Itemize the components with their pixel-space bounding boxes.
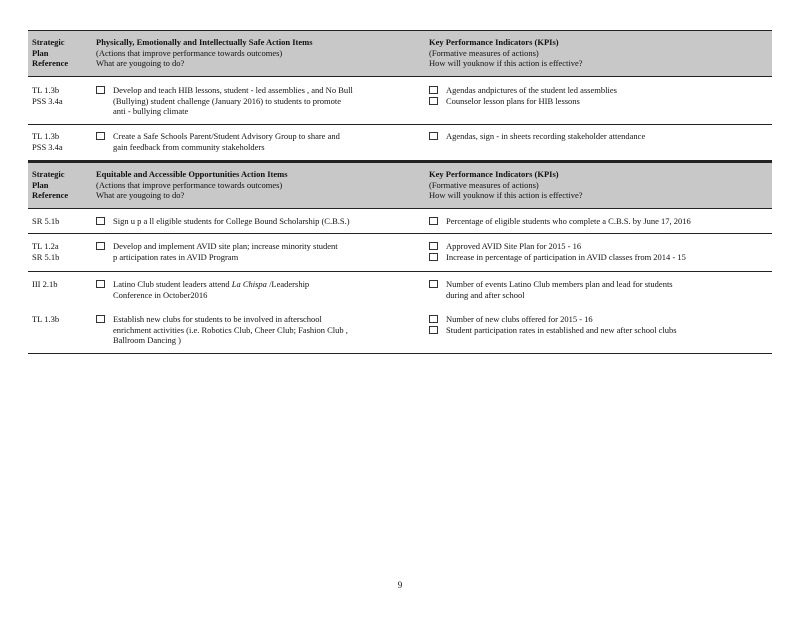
action-title: Physically, Emotionally and Intellectually Safe Action Items [96, 37, 313, 47]
bullet-box-icon [429, 217, 438, 225]
action-header: Physically, Emotionally and Intellectually Safe Action Items (Actions that improve performance towards outcomes) What are yougoing to do? [92, 31, 429, 76]
ref-cell: III 2.1b [32, 279, 58, 289]
action-plan-table [28, 30, 772, 354]
kpi-cell: Number of events Latino Club members plan and lead for students during and after school [429, 272, 772, 308]
bullet-box-icon [96, 132, 105, 140]
kpi-header: Key Performance Indicators (KPIs) (Formative measures of actions) How will youknow if this action is effective? [429, 31, 772, 76]
bullet-box-icon [429, 315, 438, 323]
action-cell: Create a Safe Schools Parent/Student Advisory Group to share and gain feedback from community stakeholders [92, 125, 429, 160]
bullet-box-icon [429, 97, 438, 105]
bullet-box-icon [429, 86, 438, 94]
bullet-box-icon [429, 326, 438, 334]
section-header-safe [28, 30, 772, 77]
ref-cell: TL 1.2a SR 5.1b [32, 241, 60, 262]
bullet-box-icon [429, 280, 438, 288]
ref-header: Strategic Plan Reference [32, 169, 69, 200]
bullet-box-icon [429, 253, 438, 261]
table-row [28, 308, 772, 354]
action-cell: Establish new clubs for students to be involved in afterschool enrichment activities (i.e. Robotics Club, Cheer Club; Fashion Club , Ballroom Dancing ) [92, 308, 429, 353]
kpi-title: Key Performance Indicators (KPIs) [429, 37, 559, 47]
action-cell: Sign u p a ll eligible students for College Bound Scholarship (C.B.S.) [92, 209, 429, 233]
table-row [28, 272, 772, 308]
table-row [28, 209, 772, 234]
bullet-box-icon [429, 242, 438, 250]
bullet-box-icon [96, 86, 105, 94]
page-number: 9 [397, 580, 403, 590]
kpi-cell: Agendas andpictures of the student led assemblies Counselor lesson plans for HIB lessons [429, 77, 772, 124]
table-row [28, 125, 772, 161]
kpi-cell: Approved AVID Site Plan for 2015 - 16 Increase in percentage of participation in AVID classes from 2014 - 15 [429, 234, 772, 271]
bullet-box-icon [96, 217, 105, 225]
action-cell: Develop and implement AVID site plan; increase minority student p articipation rates in AVID Program [92, 234, 429, 271]
action-header: Equitable and Accessible Opportunities Action Items (Actions that improve performance towards outcomes) What are yougoing to do? [92, 163, 429, 208]
kpi-cell: Number of new clubs offered for 2015 - 16 Student participation rates in established and new after school clubs [429, 308, 772, 353]
ref-cell: TL 1.3b PSS 3.4a [32, 85, 63, 106]
action-cell: Develop and teach HIB lessons, student - led assemblies , and No Bull (Bullying) student challenge (January 2016) to students to promote anti - bullying climate [92, 77, 429, 124]
table-row [28, 234, 772, 272]
bullet-box-icon [96, 315, 105, 323]
table-row [28, 77, 772, 125]
kpi-title: Key Performance Indicators (KPIs) [429, 169, 559, 179]
kpi-cell: Agendas, sign - in sheets recording stakeholder attendance [429, 125, 772, 160]
kpi-header: Key Performance Indicators (KPIs) (Formative measures of actions) How will youknow if this action is effective? [429, 163, 772, 208]
action-cell: Latino Club student leaders attend La Chispa /Leadership Conference in October2016 [92, 272, 429, 308]
ref-cell: SR 5.1b [32, 216, 60, 226]
kpi-cell: Percentage of eligible students who complete a C.B.S. by June 17, 2016 [429, 209, 772, 233]
ref-header: Strategic Plan Reference [32, 37, 69, 68]
bullet-box-icon [96, 242, 105, 250]
ref-cell: TL 1.3b PSS 3.4a [32, 131, 63, 152]
action-title: Equitable and Accessible Opportunities Action Items [96, 169, 288, 179]
section-header-equitable [28, 161, 772, 209]
ref-cell: TL 1.3b [32, 314, 60, 324]
bullet-box-icon [429, 132, 438, 140]
bullet-box-icon [96, 280, 105, 288]
